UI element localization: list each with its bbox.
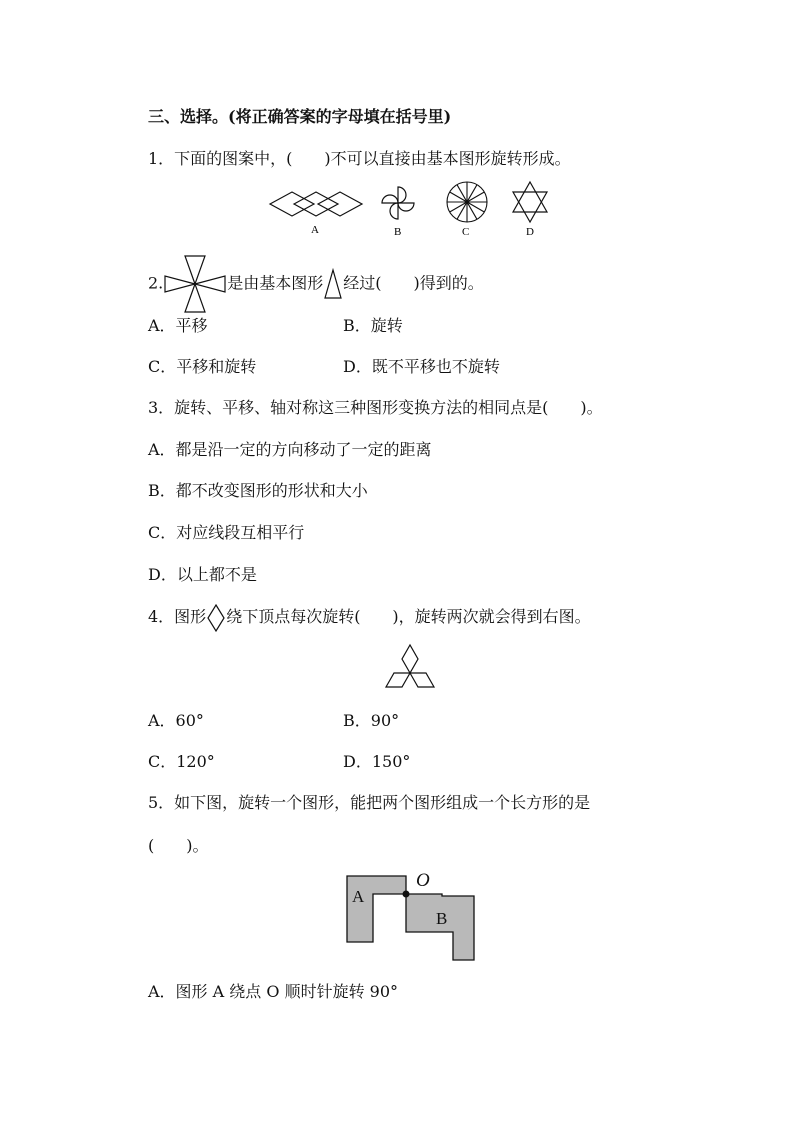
q2-line <box>148 254 484 314</box>
q1-figure-b <box>376 184 420 236</box>
q2-option-c: C．平移和旋转 <box>148 357 257 376</box>
q3-option-c: C．对应线段互相平行 <box>148 523 305 542</box>
q5-shape-a <box>347 876 406 942</box>
q4-option-c: C．120° <box>148 752 215 771</box>
q4-rhombus-figure <box>206 603 226 633</box>
q5-label-a: A <box>352 887 365 906</box>
q2-number: 2. <box>148 273 164 293</box>
q4-text-a: 4．图形 <box>148 607 207 626</box>
q1-figure-c <box>442 180 492 236</box>
q1-label-c: C <box>462 226 470 236</box>
q4-line <box>148 600 591 634</box>
q2-option-b: B．旋转 <box>343 316 403 335</box>
q3-option-a: A．都是沿一定的方向移动了一定的距离 <box>148 440 432 459</box>
q4-result-figure <box>378 643 442 695</box>
q1-label-d: D <box>526 226 534 236</box>
q2-windmill-figure <box>163 254 227 314</box>
q5-point-o <box>403 891 410 898</box>
q5-label-b: B <box>436 909 448 928</box>
q2-text-b: 经过( )得到的。 <box>343 273 484 293</box>
q4-option-a: A．60° <box>148 711 204 730</box>
q2-triangle-figure <box>323 268 343 300</box>
q4-text-b: 绕下顶点每次旋转( )，旋转两次就会得到右图。 <box>226 607 591 626</box>
q1-label-b: B <box>394 226 402 236</box>
q3-option-d: D．以上都不是 <box>148 565 257 584</box>
q3-option-b: B．都不改变图形的形状和大小 <box>148 481 368 500</box>
section-title: 三、选择。(将正确答案的字母填在括号里) <box>148 107 452 126</box>
q2-option-d: D．既不平移也不旋转 <box>343 357 500 376</box>
q1-text: 1．下面的图案中，( )不可以直接由基本图形旋转形成。 <box>148 149 571 168</box>
q4-option-d: D．150° <box>343 752 411 771</box>
q1-figure-a <box>268 186 364 234</box>
q1-label-a: A <box>311 224 319 234</box>
q5-text: 5．如下图，旋转一个图形，能把两个图形组成一个长方形的是 <box>148 793 591 812</box>
q5-figure <box>340 866 482 964</box>
q4-option-b: B．90° <box>343 711 400 730</box>
q1-figure-d <box>508 180 552 236</box>
q2-option-a: A．平移 <box>148 316 208 335</box>
q5-text-cont: ( )。 <box>148 836 209 855</box>
q5-label-o: O <box>416 870 430 891</box>
q2-text-a: 是由基本图形 <box>227 273 324 293</box>
q3-text: 3．旋转、平移、轴对称这三种图形变换方法的相同点是( )。 <box>148 398 603 417</box>
q5-option-a: A．图形 A 绕点 O 顺时针旋转 90° <box>148 982 399 1001</box>
